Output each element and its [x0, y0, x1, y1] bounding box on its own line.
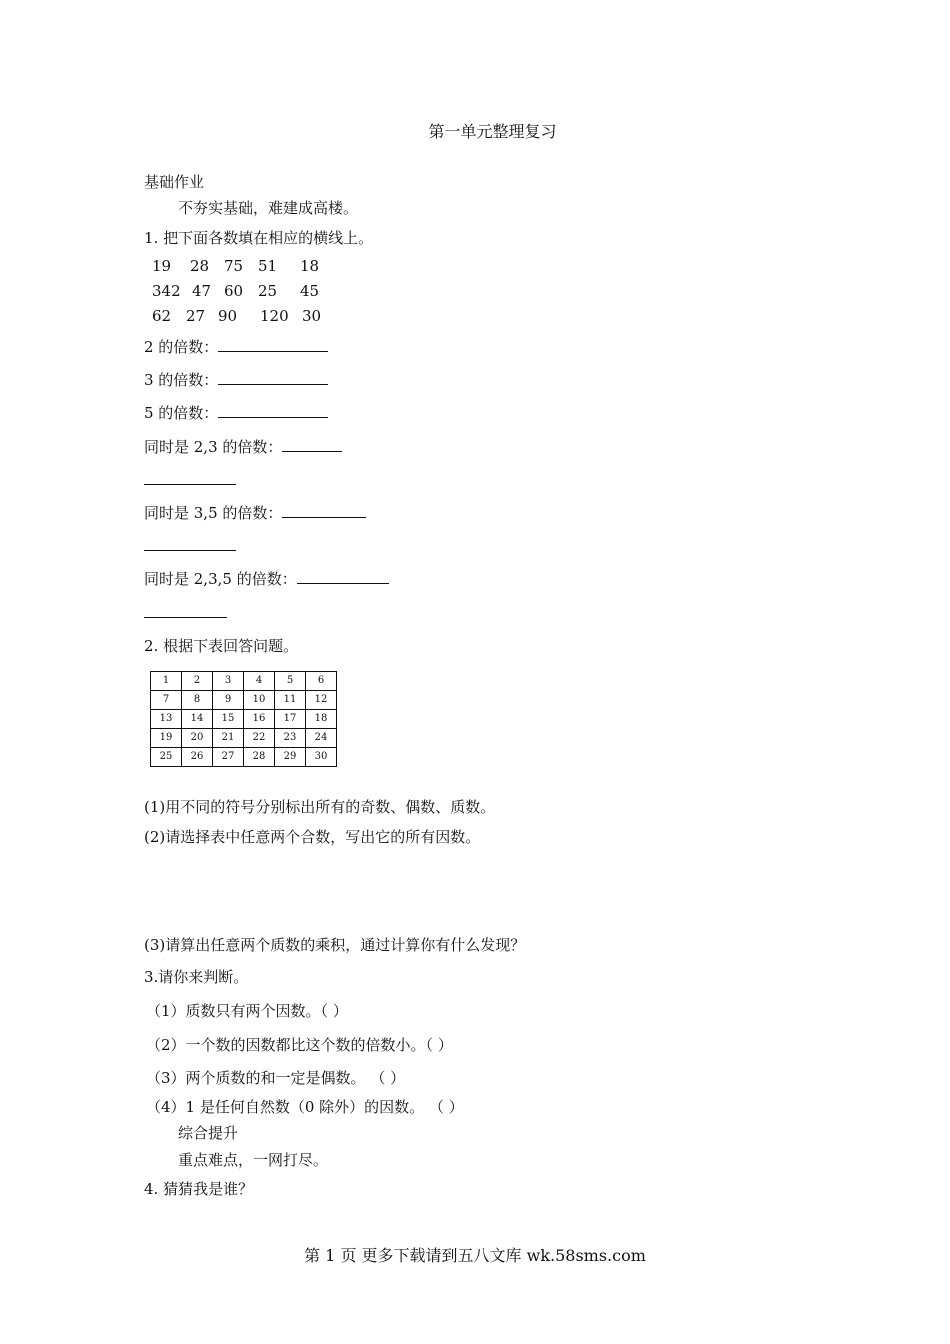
number-row-1 — [152, 256, 319, 276]
fill-multiples-of-3-5 — [144, 502, 366, 523]
table-cell: 17 — [275, 710, 306, 729]
table-cell: 16 — [244, 710, 275, 729]
answer-blank[interactable] — [282, 436, 342, 452]
fill-label: 同时是 3,5 的倍数： — [144, 504, 283, 522]
section-heading-advanced: 综合提升 — [178, 1124, 239, 1142]
section-heading-basic: 基础作业 — [144, 173, 205, 191]
table-cell: 8 — [182, 691, 213, 710]
question-2-prompt: 2. 根据下表回答问题。 — [144, 637, 299, 655]
question-4-prompt: 4. 猜猜我是谁？ — [144, 1180, 254, 1198]
answer-blank[interactable] — [218, 336, 328, 352]
judge-item-2: （2）一个数的因数都比这个数的倍数小。（ ） — [146, 1036, 453, 1054]
number: 18 — [300, 257, 320, 275]
fill-label: 同时是 2,3 的倍数： — [144, 438, 283, 456]
table-cell: 24 — [306, 729, 337, 748]
fill-multiples-of-2-3-5 — [144, 568, 389, 589]
table-cell: 28 — [244, 748, 275, 767]
question-2-sub-1: (1)用不同的符号分别标出所有的奇数、偶数、质数。 — [144, 798, 496, 816]
number: 60 — [224, 282, 244, 300]
number: 27 — [186, 307, 206, 325]
answer-blank-continuation[interactable] — [144, 617, 227, 618]
fill-multiples-of-3 — [144, 369, 328, 390]
judge-item-1: （1）质数只有两个因数。（ ） — [146, 1002, 348, 1020]
table-cell: 27 — [213, 748, 244, 767]
number: 47 — [192, 282, 212, 300]
table-cell: 9 — [213, 691, 244, 710]
table-cell: 14 — [182, 710, 213, 729]
number: 45 — [300, 282, 320, 300]
table-cell: 10 — [244, 691, 275, 710]
table-cell: 12 — [306, 691, 337, 710]
section-motto-basic: 不夯实基础，难建成高楼。 — [178, 199, 359, 217]
question-2-sub-3: (3)请算出任意两个质数的乘积，通过计算你有什么发现？ — [144, 936, 526, 954]
judge-item-3: （3）两个质数的和一定是偶数。 （ ） — [146, 1069, 406, 1087]
number: 28 — [190, 257, 210, 275]
table-cell: 11 — [275, 691, 306, 710]
page-footer: 第 1 页 更多下载请到五八文库 wk.58sms.com — [304, 1246, 646, 1265]
page-title: 第一单元整理复习 — [428, 122, 557, 141]
fill-label: 2 的倍数： — [144, 338, 219, 356]
number: 342 — [152, 282, 181, 300]
table-cell: 20 — [182, 729, 213, 748]
question-1-prompt: 1. 把下面各数填在相应的横线上。 — [144, 229, 374, 247]
number: 90 — [218, 307, 238, 325]
table-cell: 4 — [244, 672, 275, 691]
number-row-3 — [152, 306, 321, 326]
judge-item-4: （4）1 是任何自然数（0 除外）的因数。 （ ） — [146, 1098, 464, 1116]
fill-multiples-of-2-3 — [144, 436, 342, 457]
fill-label: 3 的倍数： — [144, 371, 219, 389]
answer-blank[interactable] — [282, 502, 366, 518]
answer-blank-continuation[interactable] — [144, 550, 236, 551]
table-row — [151, 672, 337, 691]
number-table — [150, 671, 337, 767]
table-row — [151, 710, 337, 729]
answer-blank[interactable] — [218, 402, 328, 418]
number: 25 — [258, 282, 278, 300]
table-row — [151, 691, 337, 710]
table-cell: 13 — [151, 710, 182, 729]
table-cell: 25 — [151, 748, 182, 767]
fill-multiples-of-5 — [144, 402, 328, 423]
table-cell: 22 — [244, 729, 275, 748]
question-3-prompt: 3.请你来判断。 — [144, 968, 249, 986]
number: 62 — [152, 307, 172, 325]
table-cell: 29 — [275, 748, 306, 767]
table-cell: 7 — [151, 691, 182, 710]
number-row-2 — [152, 281, 319, 301]
answer-blank[interactable] — [218, 369, 328, 385]
answer-blank[interactable] — [297, 568, 389, 584]
number: 30 — [302, 307, 322, 325]
table-row — [151, 729, 337, 748]
number: 75 — [224, 257, 244, 275]
section-motto-advanced: 重点难点，一网打尽。 — [178, 1151, 329, 1169]
table-cell: 3 — [213, 672, 244, 691]
table-cell: 30 — [306, 748, 337, 767]
table-cell: 6 — [306, 672, 337, 691]
table-cell: 15 — [213, 710, 244, 729]
table-cell: 26 — [182, 748, 213, 767]
table-cell: 19 — [151, 729, 182, 748]
table-cell: 1 — [151, 672, 182, 691]
answer-blank-continuation[interactable] — [144, 484, 236, 485]
table-row — [151, 748, 337, 767]
fill-multiples-of-2 — [144, 336, 328, 357]
number: 19 — [152, 257, 172, 275]
table-cell: 18 — [306, 710, 337, 729]
table-cell: 5 — [275, 672, 306, 691]
question-2-sub-2: (2)请选择表中任意两个合数，写出它的所有因数。 — [144, 828, 481, 846]
fill-label: 5 的倍数： — [144, 404, 219, 422]
fill-label: 同时是 2,3,5 的倍数： — [144, 570, 297, 588]
table-cell: 23 — [275, 729, 306, 748]
table-cell: 2 — [182, 672, 213, 691]
number: 120 — [260, 307, 289, 325]
table-cell: 21 — [213, 729, 244, 748]
number: 51 — [258, 257, 278, 275]
